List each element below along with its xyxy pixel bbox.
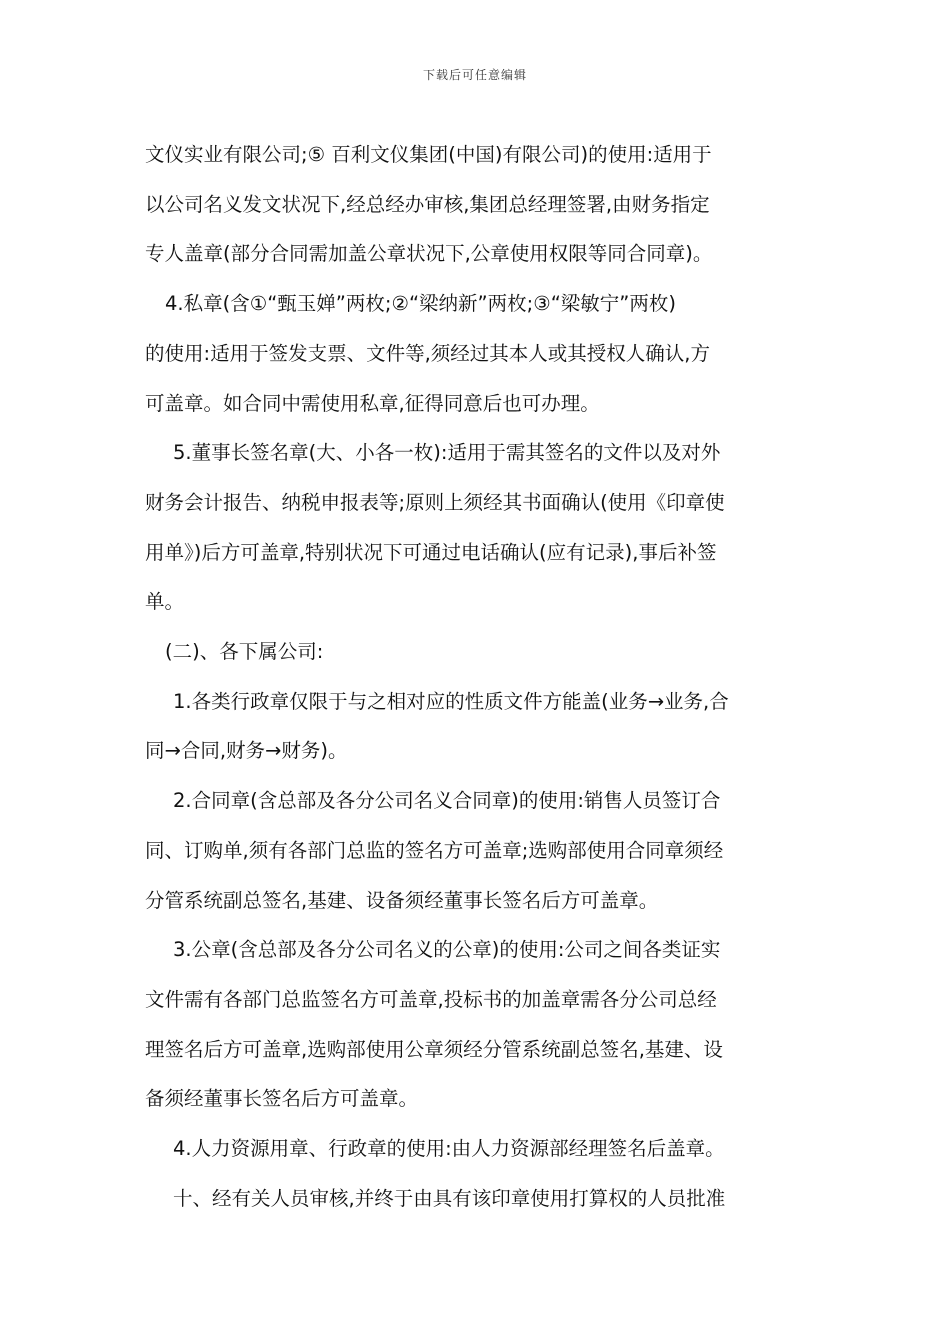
paragraph [145, 1174, 809, 1224]
paragraph [145, 130, 809, 279]
text-line: 备须经董事长签名后方可盖章。 [145, 1087, 419, 1111]
text-line: 单。 [145, 590, 185, 614]
text-line: 以公司名义发文状况下,经总经办审核,集团总经理签署,由财务指定 [145, 192, 710, 216]
text-line: 文仪实业有限公司;⑤ 百利文仪集团(中国)有限公司)的使用:适用于 [145, 143, 712, 166]
paragraph [145, 776, 809, 925]
paragraph [145, 677, 809, 776]
text-line: 4.私章(含①“甄玉婵”两枚;②“梁纳新”两枚;③“梁敏宁”两枚) [165, 292, 677, 316]
paragraph [145, 1124, 809, 1174]
paragraph [145, 279, 809, 428]
text-line: 理签名后方可盖章,选购部使用公章须经分管系统副总签名,基建、设 [145, 1037, 723, 1061]
text-line: 文件需有各部门总监签名方可盖章,投标书的加盖章需各分公司总经 [145, 987, 717, 1011]
text-line: 同、订购单,须有各部门总监的签名方可盖章;选购部使用合同章须经 [145, 838, 724, 862]
text-line: 十、经有关人员审核,并终于由具有该印章使用打算权的人员批准 [173, 1186, 726, 1210]
document-body [145, 130, 809, 1223]
text-line: 4.人力资源用章、行政章的使用:由人力资源部经理签名后盖章。 [173, 1137, 725, 1161]
text-line: 的使用:适用于签发支票、文件等,须经过其本人或其授权人确认,方 [145, 341, 710, 365]
text-line: 同→合同,财务→财务)。 [145, 739, 348, 763]
paragraph [145, 627, 809, 677]
text-line: 3.公章(含总部及各分公司名义的公章)的使用:公司之间各类证实 [173, 938, 721, 962]
text-line: 用单》)后方可盖章,特别状况下可通过电话确认(应有记录),事后补签 [145, 540, 717, 564]
text-line: 1.各类行政章仅限于与之相对应的性质文件方能盖(业务→业务,合 [173, 689, 729, 713]
text-line: 专人盖章(部分合同需加盖公章状况下,公章使用权限等同合同章)。 [145, 242, 713, 266]
text-line: 5.董事长签名章(大、小各一枚):适用于需其签名的文件以及对外 [173, 441, 721, 465]
text-line: 财务会计报告、纳税申报表等;原则上须经其书面确认(使用《印章使 [145, 490, 725, 514]
paragraph [145, 925, 809, 1124]
text-line: (二)、各下属公司: [165, 640, 324, 664]
paragraph [145, 428, 809, 627]
page-header: 下载后可任意编辑 [422, 68, 527, 82]
text-line: 分管系统副总签名,基建、设备须经董事长签名后方可盖章。 [145, 888, 659, 912]
text-line: 2.合同章(含总部及各分公司名义合同章)的使用:销售人员签订合 [173, 789, 721, 813]
text-line: 可盖章。如合同中需使用私章,征得同意后也可办理。 [145, 391, 600, 415]
